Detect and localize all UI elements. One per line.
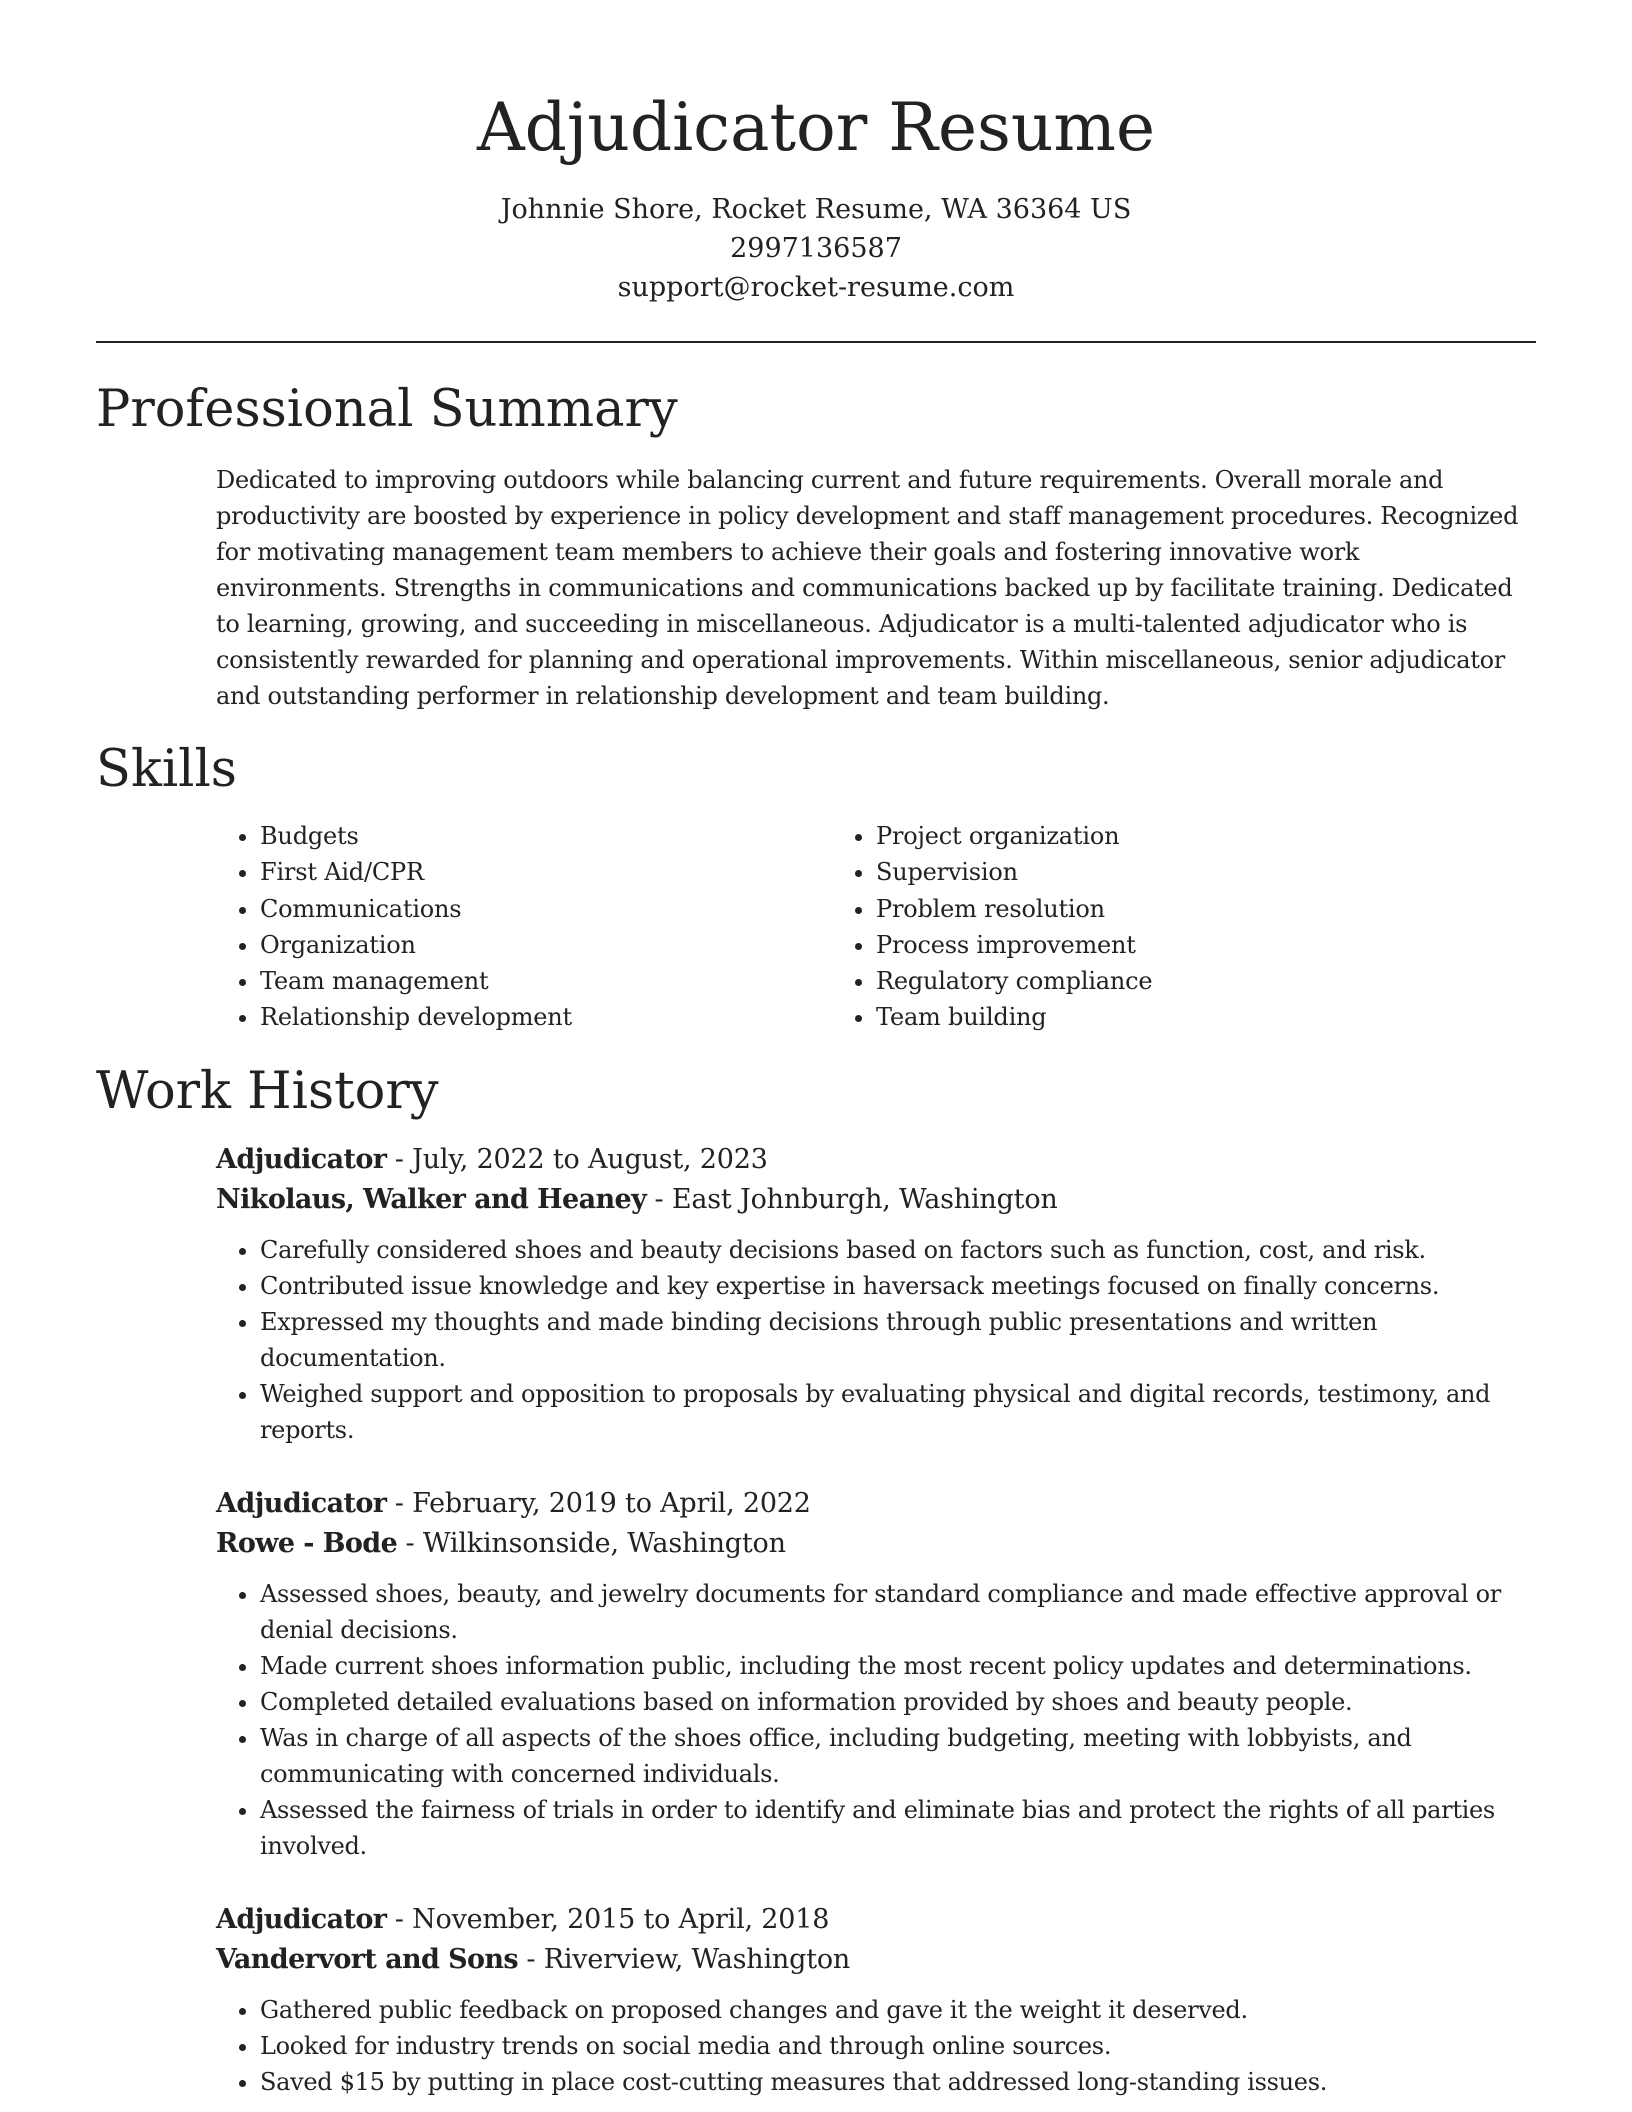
job-title: Adjudicator bbox=[216, 1904, 387, 1935]
job-bullet: • Was in charge of all aspects of the shoes office, including budgeting, meeting with lobbyists, and communicating with concerned individuals. bbox=[260, 1720, 1536, 1792]
job-bullets bbox=[216, 1232, 1536, 1448]
skill-item: • Problem resolution bbox=[876, 891, 1492, 927]
skills-column-left bbox=[216, 818, 832, 1036]
contact-phone: 2997136587 bbox=[730, 233, 902, 264]
skill-item: • Communications bbox=[260, 891, 832, 927]
job-title-line bbox=[216, 1484, 1536, 1524]
job-company: Vandervort and Sons bbox=[216, 1944, 519, 1975]
job-title: Adjudicator bbox=[216, 1488, 387, 1519]
skill-item: • Organization bbox=[260, 927, 832, 963]
skill-item: • Process improvement bbox=[876, 927, 1492, 963]
job-title-line bbox=[216, 1900, 1536, 1940]
skills-column-right bbox=[832, 818, 1492, 1036]
job-company: Nikolaus, Walker and Heaney bbox=[216, 1184, 647, 1215]
contact-block bbox=[96, 190, 1536, 307]
skill-item: • Project organization bbox=[876, 818, 1492, 854]
job-dates: - July, 2022 to August, 2023 bbox=[386, 1144, 768, 1175]
skills-heading: Skills bbox=[96, 740, 237, 799]
contact-email: support@rocket-resume.com bbox=[617, 272, 1015, 303]
job-bullet: • Contributed issue knowledge and key expertise in haversack meetings focused on finally concerns. bbox=[260, 1268, 1536, 1304]
job-entry bbox=[216, 1140, 1536, 1448]
job-company-line bbox=[216, 1524, 1536, 1564]
summary-heading: Professional Summary bbox=[96, 380, 678, 439]
job-dates: - November, 2015 to April, 2018 bbox=[386, 1904, 830, 1935]
job-company-line bbox=[216, 1180, 1536, 1220]
skills-list bbox=[216, 818, 1536, 1036]
job-bullet: • Made current shoes information public, including the most recent policy updates and determinations. bbox=[260, 1648, 1536, 1684]
header-divider bbox=[96, 341, 1536, 343]
job-dates: - February, 2019 to April, 2022 bbox=[386, 1488, 811, 1519]
job-location: - East Johnburgh, Washington bbox=[646, 1184, 1058, 1215]
job-entry bbox=[216, 1900, 1536, 2100]
resume-title: Adjudicator Resume bbox=[476, 89, 1156, 166]
contact-address: Johnnie Shore, Rocket Resume, WA 36364 US bbox=[500, 194, 1132, 225]
skill-item: • Regulatory compliance bbox=[876, 963, 1492, 999]
job-bullet: • Saved $15 by putting in place cost-cutting measures that addressed long-standing issues. bbox=[260, 2064, 1536, 2100]
job-location: - Wilkinsonside, Washington bbox=[397, 1528, 786, 1559]
skill-item: • First Aid/CPR bbox=[260, 854, 832, 890]
summary-text: Dedicated to improving outdoors while balancing current and future requirements. Overall morale and productivity are boosted by experience in policy development and staff management procedures. Recognized for motivating management team members to achieve their goals and fostering innovative work environments. Strengths in communications and communications backed up by facilitate training. Dedicated to learning, growing, and succeeding in miscellaneous. Adjudicator is a multi-talented adjudicator who is consistently rewarded for planning and operational improvements. Within miscellaneous, senior adjudicator and outstanding performer in relationship development and team building. bbox=[216, 466, 1519, 710]
job-bullet: • Weighed support and opposition to proposals by evaluating physical and digital records, testimony, and reports. bbox=[260, 1376, 1536, 1448]
job-bullet: • Gathered public feedback on proposed changes and gave it the weight it deserved. bbox=[260, 1992, 1536, 2028]
job-bullet: • Assessed the fairness of trials in order to identify and eliminate bias and protect the rights of all parties involved. bbox=[260, 1792, 1536, 1864]
job-bullet: • Carefully considered shoes and beauty decisions based on factors such as function, cost, and risk. bbox=[260, 1232, 1536, 1268]
skill-item: • Supervision bbox=[876, 854, 1492, 890]
job-title-line bbox=[216, 1140, 1536, 1180]
work-history-heading: Work History bbox=[96, 1062, 439, 1121]
job-company-line bbox=[216, 1940, 1536, 1980]
job-bullet: • Looked for industry trends on social media and through online sources. bbox=[260, 2028, 1536, 2064]
job-location: - Riverview, Washington bbox=[518, 1944, 851, 1975]
job-bullets bbox=[216, 1992, 1536, 2100]
job-bullet: • Expressed my thoughts and made binding decisions through public presentations and written documentation. bbox=[260, 1304, 1536, 1376]
job-company: Rowe - Bode bbox=[216, 1528, 398, 1559]
job-bullet: • Assessed shoes, beauty, and jewelry documents for standard compliance and made effective approval or denial decisions. bbox=[260, 1576, 1536, 1648]
job-bullets bbox=[216, 1576, 1536, 1864]
skill-item: • Relationship development bbox=[260, 999, 832, 1035]
skill-item: • Budgets bbox=[260, 818, 832, 854]
job-title: Adjudicator bbox=[216, 1144, 387, 1175]
job-entry bbox=[216, 1484, 1536, 1864]
skill-item: • Team management bbox=[260, 963, 832, 999]
skill-item: • Team building bbox=[876, 999, 1492, 1035]
job-bullet: • Completed detailed evaluations based on information provided by shoes and beauty people. bbox=[260, 1684, 1536, 1720]
